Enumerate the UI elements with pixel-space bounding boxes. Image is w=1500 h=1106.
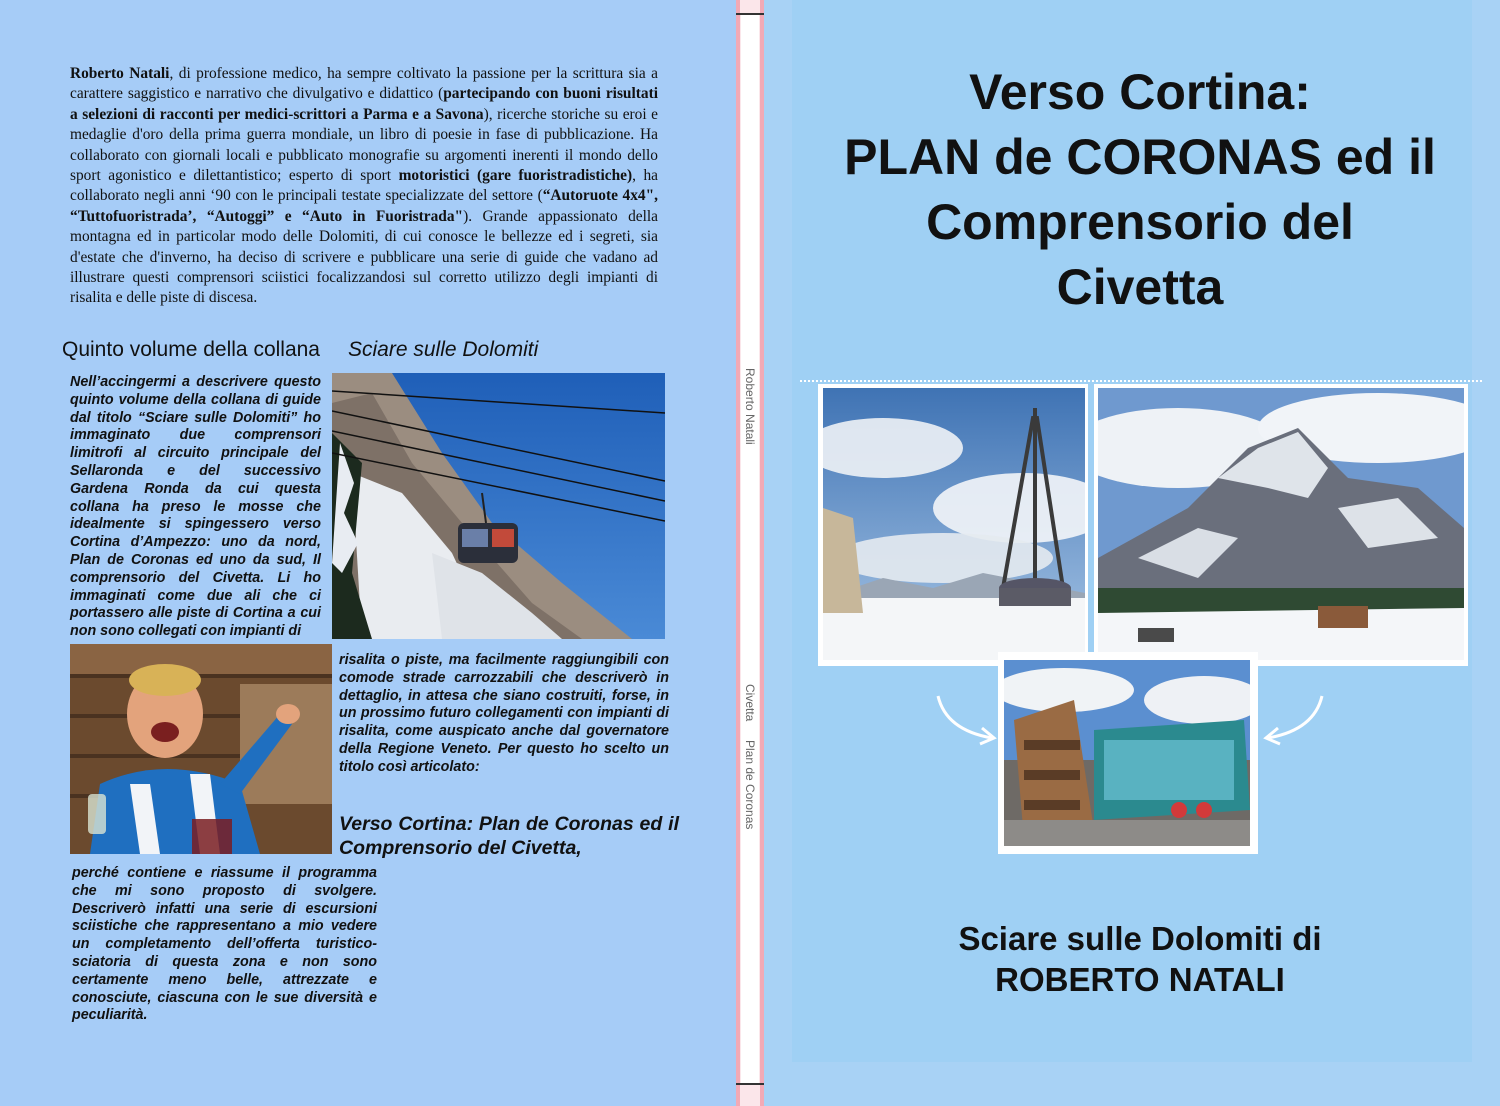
book-title [800,60,1480,320]
book-spine [736,0,764,1106]
subtitle-line-1: Sciare sulle Dolomiti di [958,920,1322,957]
title-line-2: PLAN de CORONAS ed il [844,129,1436,185]
bio-text: ). Grande appassionato della montagna ed in particolar modo delle Dolomiti, di cui conosce le bellezze ed i segreti, sia d'estate che d'inverno, ha deciso di scrivere e pubblicare una serie di guide che vadano ad illustrare questi comprensori sciistici focalizzandosi sul corretto utilizzo degli impianti di risalita e delle piste di discesa. [70,207,658,307]
title-line-1: Verso Cortina: [969,64,1311,120]
spine-title-civetta: Civetta [743,684,757,722]
spine-edge-left [736,0,740,1106]
author-bio [70,64,658,309]
mountain-photo [1094,384,1468,666]
intro-text-2: risalita o piste, ma facilmente raggiungibili con comode strade carrozzabili che descriverò in dettaglio, in attesa che siano costruiti, forse, in un prossimo futuro collegamenti con impianti di risalita, come auspicato anche dal governatore della Regione Veneto. Per questo ho scelto un titolo così articolato: [339,652,669,775]
ski-building-photo [998,652,1258,854]
cable-car-photo [332,373,665,639]
title-line-4: Civetta [1056,259,1224,315]
bio-text: , ha collaborato negli anni ‘90 con le principali testate specializzate del settore ( [70,167,658,205]
bio-text: , di professione medico, ha sempre coltivato la passione per la scrittura sia a carattere saggistico e narrativo che divulgativo e didattico ( [70,65,658,103]
spine-title-plan: Plan de Coronas [743,740,757,830]
spine-author: Roberto Natali [743,368,757,445]
intro-text-3: perché contiene e riassume il programma che mi sono proposto di svolgere. Descriverò infatti una serie di escursioni sciistiche che rappresentano a mio vedere un completamento dell’offerta turistico-sciatoria di questa zona e non sono certamente meno belle, attrezzate e conosciute, ciascuna con le sue diversità e peculiarità. [72,865,377,1024]
arrow-right-icon [1256,690,1330,750]
bell-tower-photo [818,384,1088,666]
series-line [62,338,538,362]
series-name: Sciare sulle Dolomiti [348,338,539,361]
spine-strip [741,14,759,1084]
title-line-3: Comprensorio del [926,194,1354,250]
bio-bold-text: partecipando con buoni risultati a selezioni di racconti per medici-scrittori a Parma e a Savona [70,85,658,123]
series-author-line [860,918,1420,1000]
spine-bottom-mark [736,1083,764,1085]
author-name-cover: ROBERTO NATALI [995,961,1285,998]
intro-text-1: Nell’accingermi a descrivere questo quinto volume della collana di guide dal titolo “Sciare sulle Dolomiti” ho immaginato due comprensori limitrofi al circuito principale del Sellaronda e del successivo Gardena Ronda da cui questa collana ha preso le mosse che idealmente si spingessero verso Cortina d’Ampezzo: uno da nord, Plan de Coronas ed uno da sud, Il comprensorio del Civetta. Li ho immaginati come due ali che ci portassero alle piste di Cortina a cui non sono collegati con impianti di [70,374,321,640]
author-name: Roberto Natali [70,65,170,82]
bio-bold-text: “Autoruote 4x4", “Tuttofuoristrada’, “Autoggi” e “Auto in Fuoristrada" [70,187,659,225]
bio-text: ), ricerche storiche su eroi e medaglie d'oro della prima guerra mondiale, un libro di poesie in fase di pubblicazione. Ha collaborato con giornali locali e pubblicato monografie su argomenti inerenti il mondo dello sport agonistico e dilettantistico; esperto di sport [70,105,658,185]
spine-top-mark [736,13,764,15]
author-photo [70,644,332,854]
arrow-left-icon [930,690,1004,750]
series-label: Quinto volume della collana [62,338,320,361]
bio-bold-text: motoristici (gare fuoristradistiche) [398,167,633,185]
quoted-book-title: Verso Cortina: Plan de Coronas ed il Comprensorio del Civetta, [339,813,679,859]
